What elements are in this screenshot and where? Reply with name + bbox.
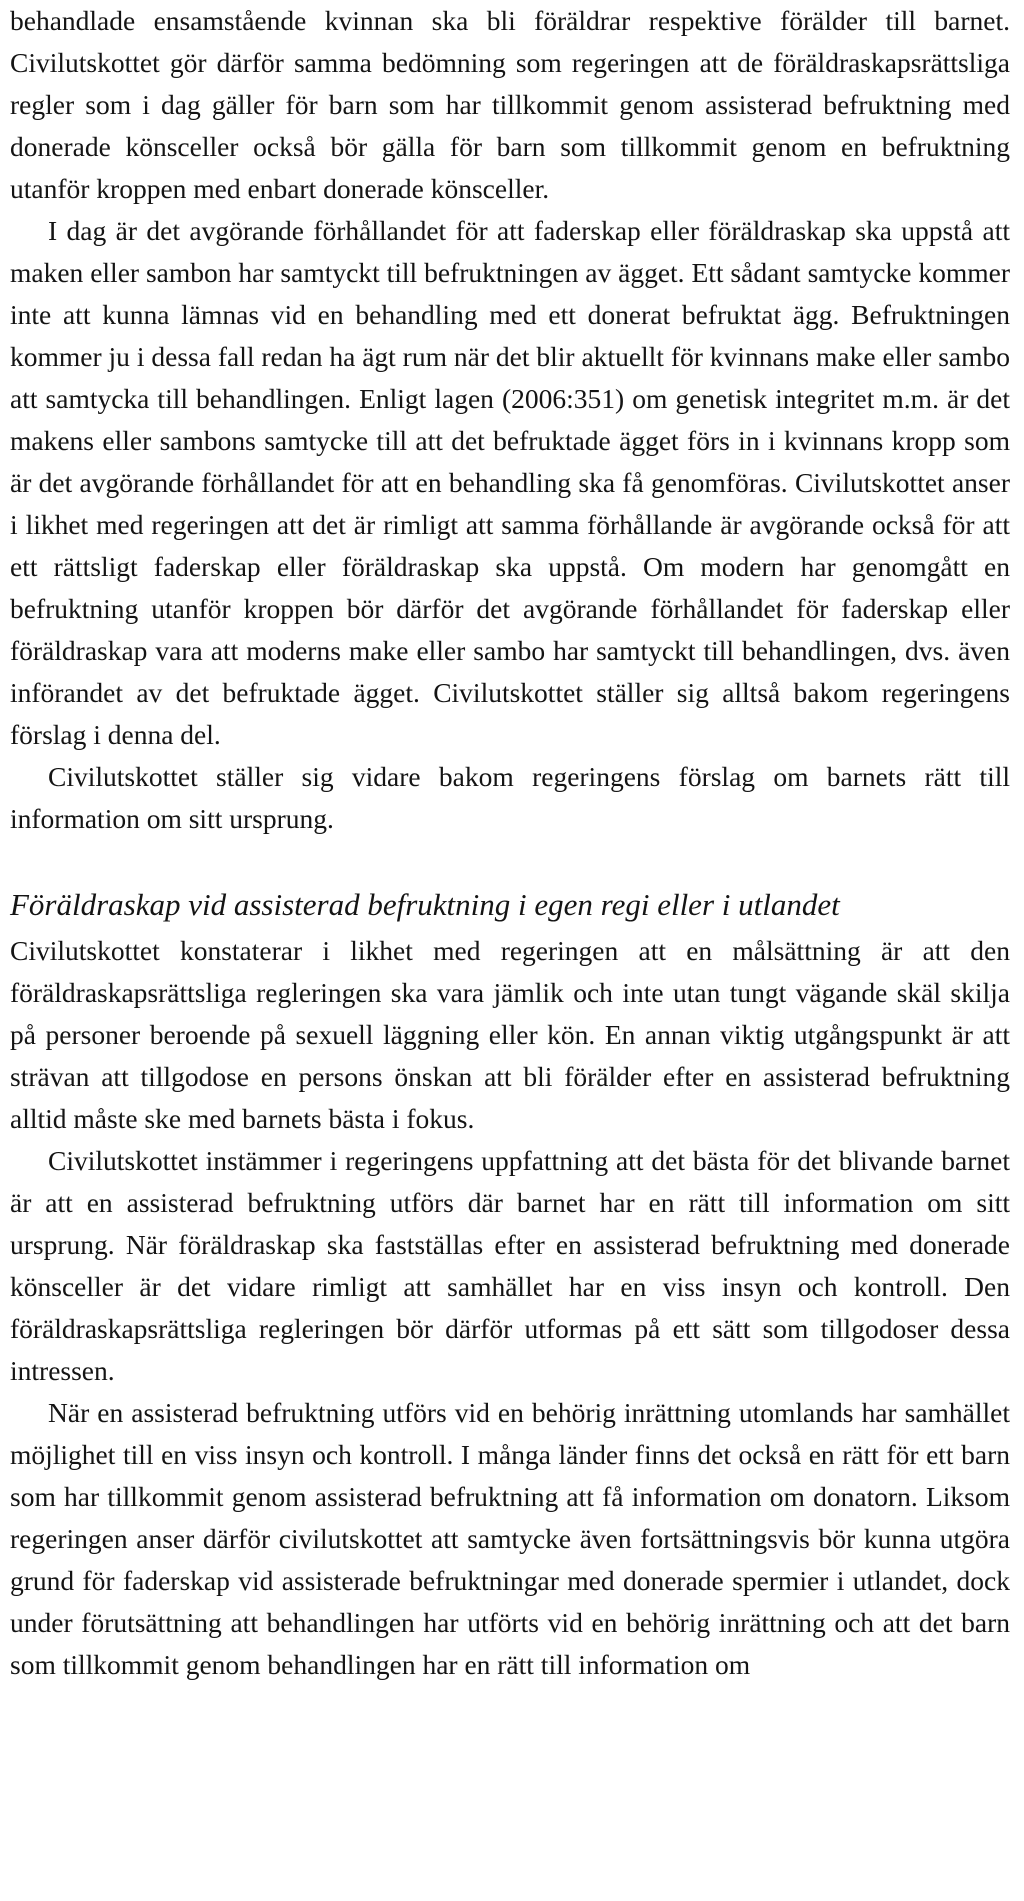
paragraph-4: Civilutskottet konstaterar i likhet med regeringen att en målsättning är att den föräldraskapsrättsliga regleringen ska vara jämlik och inte utan tungt vägande skäl skilja på personer beroende på sexuell läggning eller kön. En annan viktig utgångspunkt är att strävan att tillgodose en persons önskan att bli förälder efter en assisterad befruktning alltid måste ske med barnets bästa i fokus. (10, 935, 1010, 1134)
paragraph-3: Civilutskottet ställer sig vidare bakom regeringens förslag om barnets rätt till information om sitt ursprung. (10, 761, 1010, 834)
paragraph-1: behandlade ensamstående kvinnan ska bli föräldrar respektive förälder till barnet. Civilutskottet gör därför samma bedömning som regeringen att de föräldraskapsrättsliga regler som i dag gäller för barn som har tillkommit genom assisterad befruktning med donerade könsceller också bör gälla för barn som tillkommit genom en befruktning utanför kroppen med enbart donerade könsceller. (10, 5, 1010, 204)
document-page (10, 0, 1010, 1686)
paragraph-6: När en assisterad befruktning utförs vid en behörig inrättning utomlands har samhället möjlighet till en viss insyn och kontroll. I många länder finns det också en rätt för ett barn som har tillkommit genom assisterad befruktning att få information om donatorn. Liksom regeringen anser därför civilutskottet att samtycke även fortsättningsvis bör kunna utgöra grund för faderskap vid assisterade befruktningar med donerade spermier i utlandet, dock under förutsättning att behandlingen har utförts vid en behörig inrättning och att det barn som tillkommit genom behandlingen har en rätt till information om (10, 1397, 1010, 1680)
paragraph-5: Civilutskottet instämmer i regeringens uppfattning att det bästa för det blivande barnet är att en assisterad befruktning utförs där barnet har en rätt till information om sitt ursprung. När föräldraskap ska fastställas efter en assisterad befruktning med donerade könsceller är det vidare rimligt att samhället har en viss insyn och kontroll. Den föräldraskapsrättsliga regleringen bör därför utformas på ett sätt som tillgodoser dessa intressen. (10, 1145, 1010, 1386)
paragraph-2: I dag är det avgörande förhållandet för att faderskap eller föräldraskap ska uppstå att maken eller sambon har samtyckt till befruktningen av ägget. Ett sådant samtycke kommer inte att kunna lämnas vid en behandling med ett donerat befruktat ägg. Befruktningen kommer ju i dessa fall redan ha ägt rum när det blir aktuellt för kvinnans make eller sambo att samtycka till behandlingen. Enligt lagen (2006:351) om genetisk integritet m.m. är det makens eller sambons samtycke till att det befruktade ägget förs in i kvinnans kropp som är det avgörande förhållandet för att en behandling ska få genomföras. Civilutskottet anser i likhet med regeringen att det är rimligt att samma förhållande är avgörande också för att ett rättsligt faderskap eller föräldraskap ska uppstå. Om modern har genomgått en befruktning utanför kroppen bör därför det avgörande förhållandet för faderskap eller föräldraskap vara att moderns make eller sambo har samtyckt till behandlingen, dvs. även införandet av det befruktade ägget. Civilutskottet ställer sig alltså bakom regeringens förslag i denna del. (10, 215, 1010, 750)
section-heading: Föräldraskap vid assisterad befruktning i egen regi eller i utlandet (10, 887, 840, 922)
